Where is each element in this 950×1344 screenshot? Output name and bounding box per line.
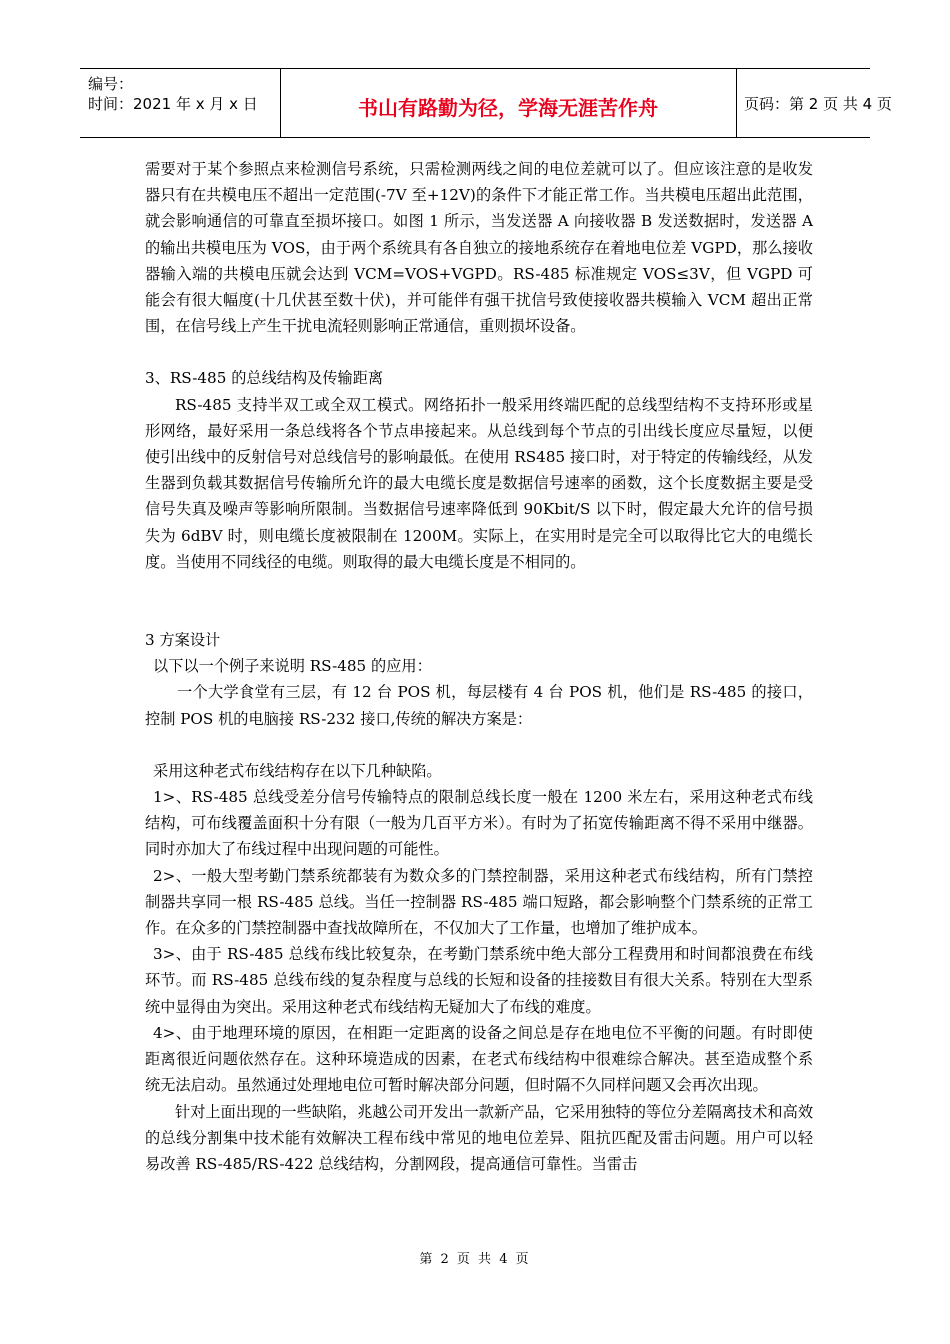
spacer: [145, 339, 813, 365]
paragraph-defect-3: 3>、由于 RS-485 总线布线比较复杂，在考勤门禁系统中绝大部分工程费用和时间都浪费在布线环节。而 RS-485 总线布线的复杂程度与总线的长短和设备的挂接数目有很大关系。特别在大型系统中显得由为突出。采用这种老式布线结构无疑加大了布线的难度。: [145, 945, 813, 1016]
section-heading-solution-design: 3 方案设计: [145, 631, 221, 650]
header-middle-cell: [280, 69, 737, 137]
section-heading-bus-structure: 3、RS-485 的总线结构及传输距离: [145, 369, 384, 388]
paragraph-defect-2: 2>、一般大型考勤门禁系统都装有为数众多的门禁控制器，采用这种老式布线结构，所有门禁控制器共享同一根 RS-485 总线。当任一控制器 RS-485 端口短路，都会影响整个门禁系统的正常工作。在众多的门禁控制器中查找故障所在，不仅加大了工作量，也增加了维护成本。: [145, 866, 813, 938]
paragraph-example-intro: 以下以一个例子来说明 RS-485 的应用：: [153, 657, 432, 676]
paragraph-new-product: 针对上面出现的一些缺陷，兆越公司开发出一款新产品，它采用独特的等位分差隔离技术和高效的总线分割集中技术能有效解决工程布线中常见的地电位差异、阻抗匹配及雷击问题。用户可以轻易改善 RS-485/RS-422 总线结构，分割网段，提高通信可靠性。当雷击: [145, 1102, 813, 1173]
page-header: [80, 68, 892, 138]
document-number-label: 编号：: [88, 75, 134, 93]
paragraph-bus-structure: RS-485 支持半双工或全双工模式。网络拓扑一般采用终端匹配的总线型结构不支持环形或星形网络，最好采用一条总线将各个节点串接起来。从总线到每个节点的引出线长度应尽量短，以便使引出线中的反射信号对总线信号的影响最低。在使用 RS485 接口时，对于特定的传输线经，从发生器到负载其数据信号传输所允许的最大电缆长度是数据信号速率的函数，这个长度数据主要是受信号失真及噪声等影响所限制。当数据信号速率降低到 90Kbit/S 以下时，假定最大允许的信号损失为 6dBV 时，则电缆长度被限制在 1200M。实际上，在实用时是完全可以取得比它大的电缆长度。当使用不同线径的电缆。则取得的最大电缆长度是不相同的。: [145, 395, 813, 571]
header-page-label: 页码：第 2 页 共 4 页: [744, 95, 892, 113]
spacer: [145, 732, 813, 758]
document-body: [145, 156, 813, 1177]
paragraph-defect-1: 1>、RS-485 总线受差分信号传输特点的限制总线长度一般在 1200 米左右，采用这种老式布线结构，可布线覆盖面积十分有限（一般为几百平方米）。有时为了拓宽传输距离不得不采用中继器。同时亦加大了布线过程中出现问题的可能性。: [145, 788, 813, 859]
header-left-cell: [80, 69, 281, 137]
page-footer: 第 2 页 共 4 页: [419, 1252, 531, 1267]
document-time-label: 时间：2021 年 x 月 x 日: [88, 95, 258, 113]
header-right-cell: [736, 69, 892, 137]
header-motto: 书山有路勤为径，学海无涯苦作舟: [358, 96, 658, 120]
spacer: [145, 575, 813, 627]
paragraph-canteen-example: 一个大学食堂有三层，有 12 台 POS 机，每层楼有 4 台 POS 机，他们是 RS-485 的接口，控制 POS 机的电脑接 RS-232 接口,传统的解决方案是：: [145, 683, 813, 728]
paragraph-defect-4: 4>、由于地理环境的原因，在相距一定距离的设备之间总是存在地电位不平衡的问题。有时即使距离很近问题依然存在。这种环境造成的因素，在老式布线结构中很难综合解决。甚至造成整个系统无法启动。虽然通过处理地电位可暂时解决部分问题，但时隔不久同样问题又会再次出现。: [145, 1023, 813, 1095]
paragraph-defects-intro: 采用这种老式布线结构存在以下几种缺陷。: [153, 761, 442, 780]
paragraph-common-mode: 需要对于某个参照点来检测信号系统，只需检测两线之间的电位差就可以了。但应该注意的是收发器只有在共模电压不超出一定范围(-7V 至+12V)的条件下才能正常工作。当共模电压超出此范围，就会影响通信的可靠直至损坏接口。如图 1 所示，当发送器 A 向接收器 B 发送数据时，发送器 A 的输出共模电压为 VOS，由于两个系统具有各自独立的接地系统存在着地电位差 VGPD，那么接收器输入端的共模电压就会达到 VCM=VOS+VGPD。RS-485 标准规定 VOS≤3V，但 VGPD 可能会有很大幅度(十几伏甚至数十伏)，并可能伴有强干扰信号致使接收器共模输入 VCM 超出正常围，在信号线上产生干扰电流轻则影响正常通信，重则损坏设备。: [145, 160, 813, 336]
